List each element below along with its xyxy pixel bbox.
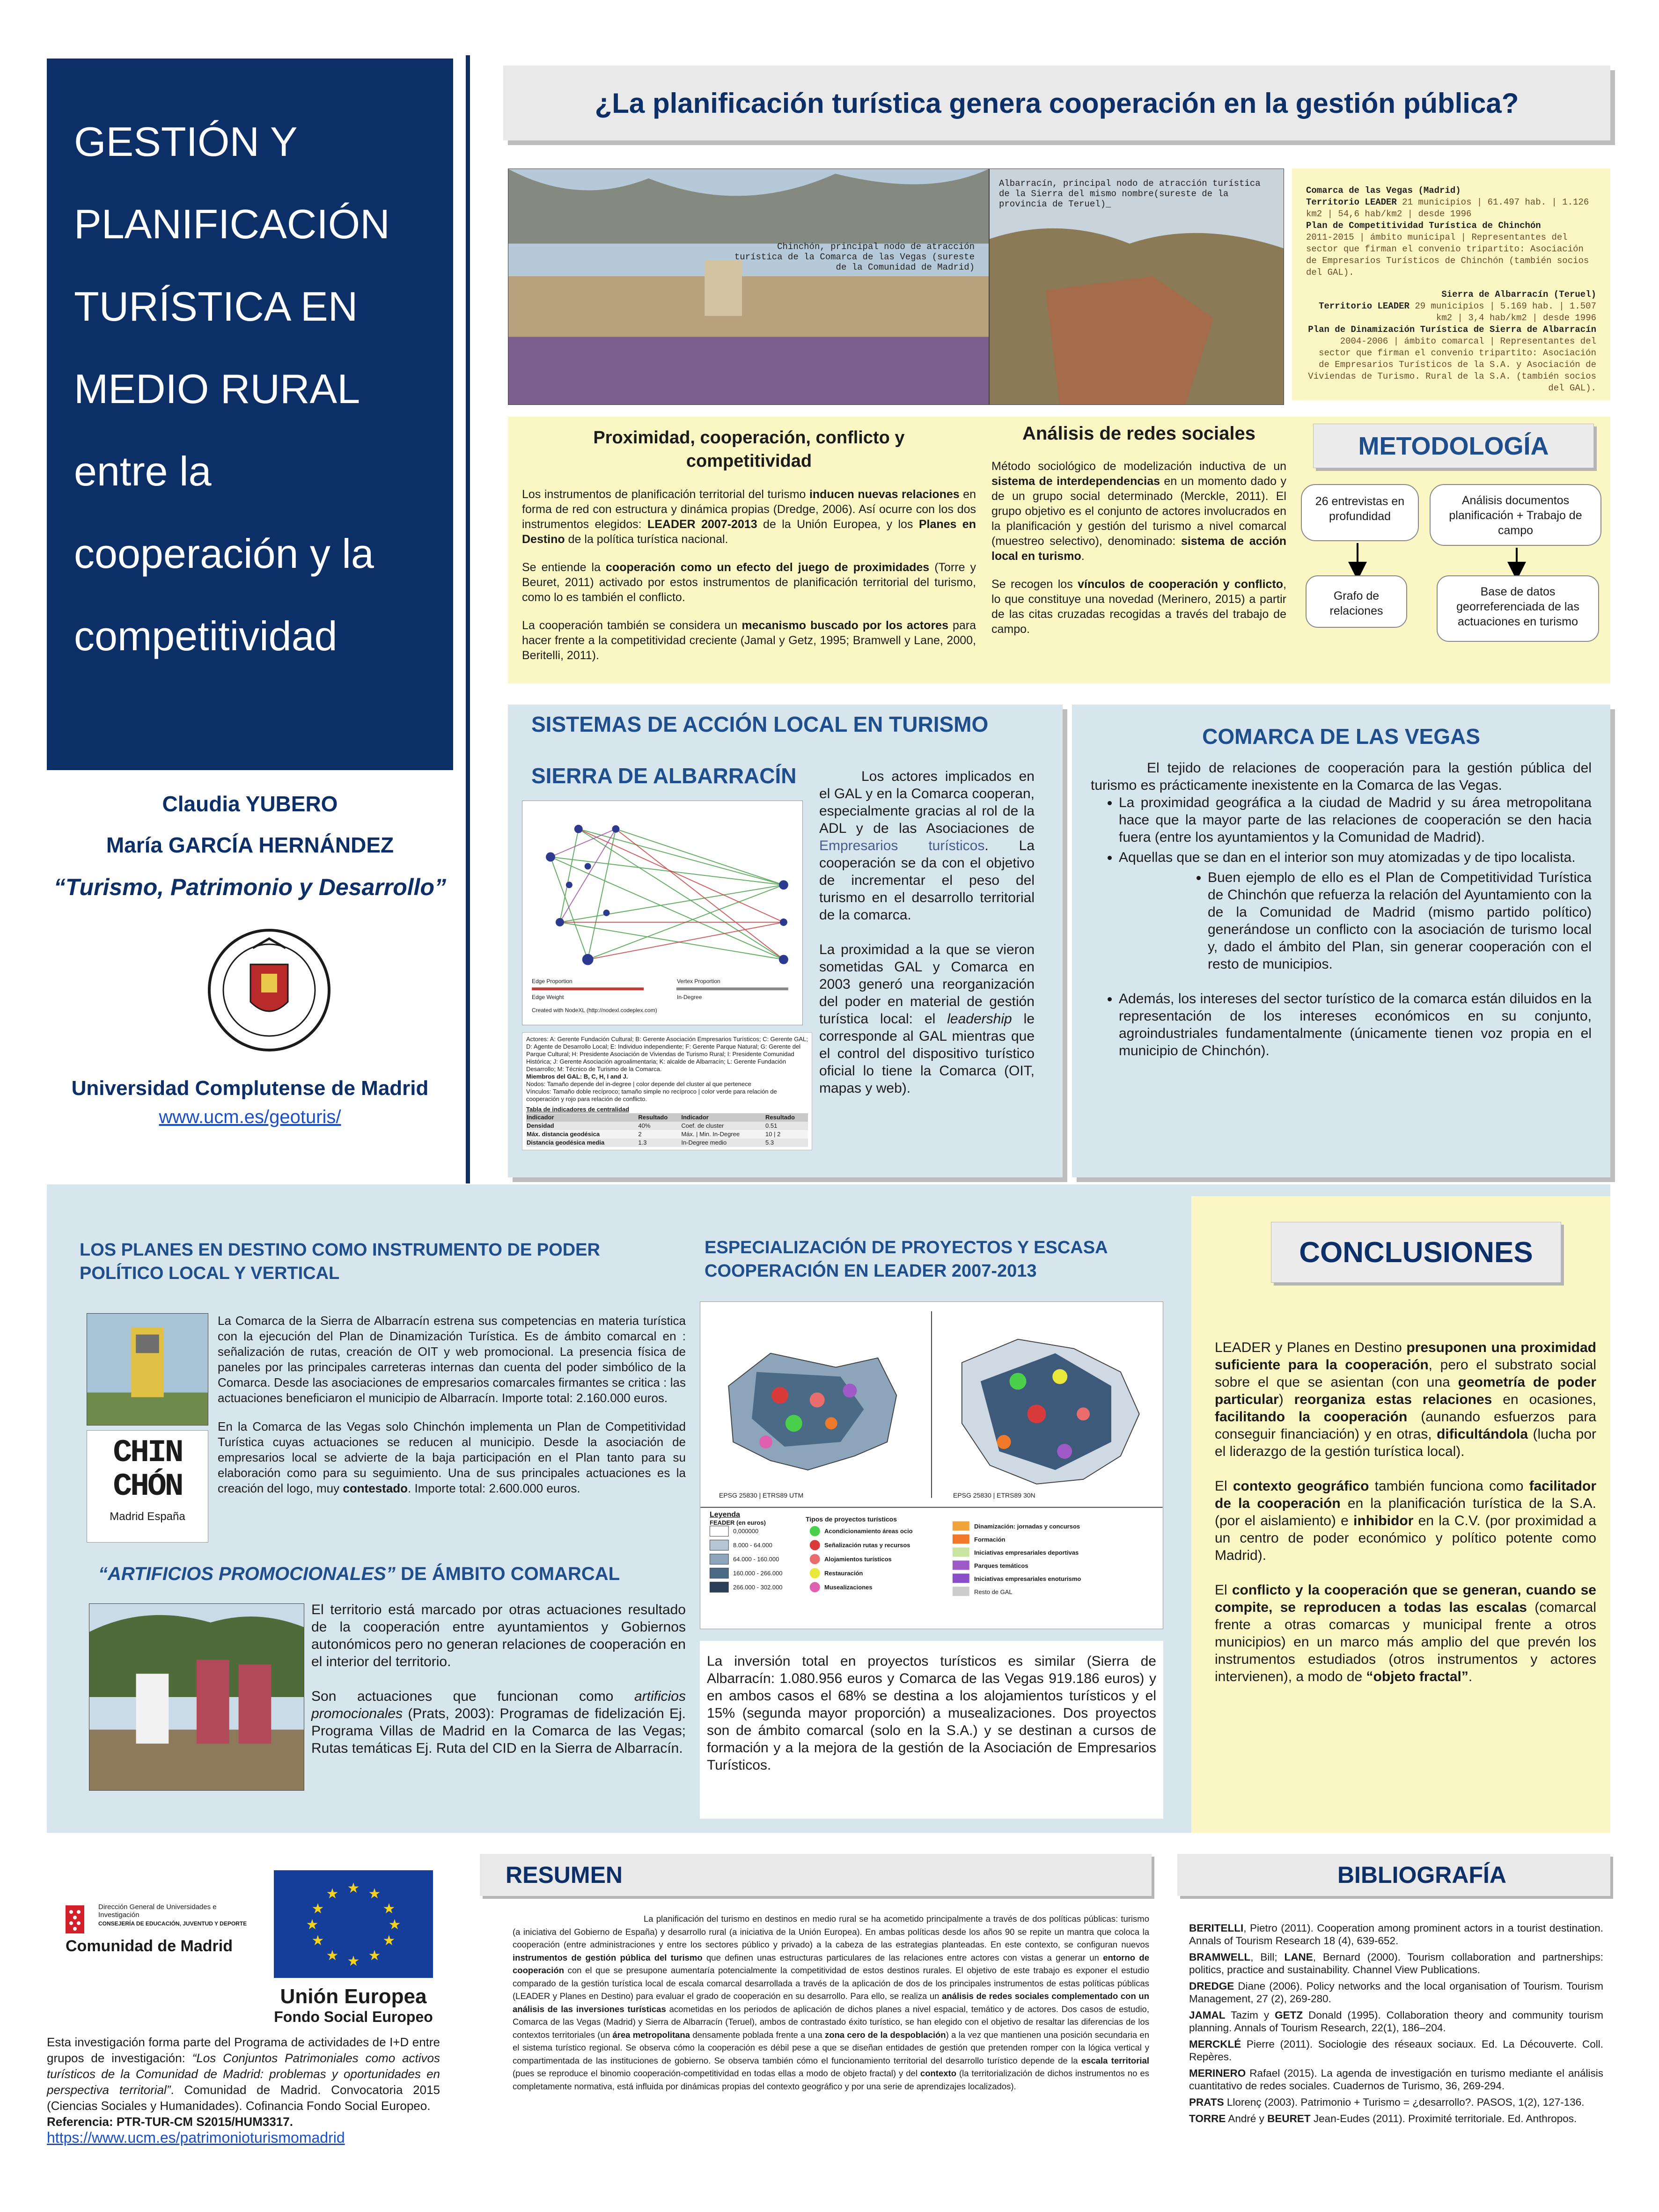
metodo-box-grafo: Grafo de relaciones xyxy=(1329,589,1383,617)
metodo-box-base-datos: Base de datos georreferenciada de las actuaciones en turismo xyxy=(1456,585,1579,628)
eu-text xyxy=(274,1985,433,2026)
ucm-seal-logo xyxy=(206,920,332,1060)
legend-title: Leyenda xyxy=(710,1511,740,1519)
eu-fund: Fondo Social Europeo xyxy=(274,2008,433,2025)
artificios-heading: “ARTIFICIOS PROMOCIONALES” DE ÁMBITO COMARCAL xyxy=(98,1564,620,1584)
map2-label: EPSG 25830 | ETRS89 30N xyxy=(953,1492,1035,1499)
graph-legend-indegree: In-Degree xyxy=(677,994,702,1000)
svg-text:★: ★ xyxy=(311,1933,324,1948)
sign-photo xyxy=(87,1313,208,1426)
redes-column xyxy=(991,423,1286,650)
title-line: MEDIO RURAL xyxy=(74,366,360,412)
chinchon-logo xyxy=(87,1430,208,1543)
graph-legend-edge: Edge Proportion xyxy=(532,978,573,985)
vegas-sublist xyxy=(1091,869,1592,973)
bib-entry: TORRE André y BEURET Jean-Eudes (2011). Proximité territoriale. Ed. Anthropos. xyxy=(1189,2113,1577,2124)
vegas-title: Comarca de las Vegas (Madrid) xyxy=(1306,185,1461,196)
conclusiones-p2: El contexto geográfico también funciona como facilitador de la cooperación en la planificación turística de la S.A. (por el aislamiento) e inhibidor en la C.V. (por proximidad a un centro de poder económico y político potente como Madrid). xyxy=(1215,1478,1596,1563)
conclusiones-p1: LEADER y Planes en Destino presuponen una proximidad suficiente para la cooperación, pero el substrato social sobre el que se asientan (con una geometría de poder particular) reorganiza estas relaciones en ocasiones, facilitando la cooperación (aunando esfuerzos para conseguir financiación) y en otras, dificultándola (lucha por el liderazgo de la gestión turística local). xyxy=(1215,1340,1597,1459)
graph-legend-weight: Edge Weight xyxy=(532,994,564,1000)
redes-p2: Se recogen los vínculos de cooperación y conflicto, lo que constituye una novedad (Merinero, 2015) a partir de las citas cruzadas recogidas a través del trabajo de campo. xyxy=(991,578,1286,636)
svg-text:★: ★ xyxy=(326,1948,339,1963)
table-row: Distancia geodésica media 1.3 In-Degree medio 5.3 xyxy=(526,1139,808,1147)
vegas-bullet: • La proximidad geográfica a la ciudad de Madrid y su área metropolitana hace que la mayor parte de las relaciones de cooperación se den hacia fuera (entre los ayuntamientos y la Comunidad de Madrid). xyxy=(1119,794,1592,846)
planes-heading: LOS PLANES EN DESTINO COMO INSTRUMENTO DE PODER POLÍTICO LOCAL Y VERTICAL xyxy=(80,1240,600,1283)
metodologia-heading-box xyxy=(1313,424,1594,468)
chinchon-caption: Chinchón, principal nodo de atracción turística de la Comarca de las Vegas (sureste de la Comunidad de Madrid) xyxy=(734,242,975,272)
signposts-photo xyxy=(89,1603,304,1791)
table-title: Tabla de indicadores de centralidad xyxy=(526,1106,630,1113)
vegas-bullet: • Aquellas que se dan en el interior son muy atomizadas y de tipo localista. xyxy=(1119,849,1592,866)
graph-legend-vertex: Vertex Proportion xyxy=(677,978,720,985)
graph-notes xyxy=(522,1032,812,1150)
links-note: Vínculos: Tamaño doble recíproco; tamaño simple no recíproco | color verde para relación de cooperación y rojo para relación de conflicto. xyxy=(526,1088,777,1102)
legend-range: 266.000 - 302.000 xyxy=(733,1584,783,1591)
vertical-divider xyxy=(466,55,470,1183)
cm-consejeria: CONSEJERÍA DE EDUCACIÓN, JUVENTUD Y DEPORTE xyxy=(98,1920,247,1927)
funding-reference: Referencia: PTR-TUR-CM S2015/HUM3317. xyxy=(47,2115,293,2129)
bibliografia-list xyxy=(1189,1922,1603,2129)
vegas-intro: El tejido de relaciones de cooperación para la gestión pública del turismo es prácticamente inexistente en la Comarca de las Vegas. xyxy=(1091,760,1592,793)
bib-entry: MERCKLÉ Pierre (2011). Sociologie des réseaux sociaux. Ed. La Découverte. Coll. Repères. xyxy=(1189,2038,1603,2063)
artificios-text xyxy=(311,1601,686,1770)
map1-label: EPSG 25830 | ETRS89 UTM xyxy=(719,1492,804,1499)
albarracin-caption: Albarracín, principal nodo de atracción turística de la Sierra del mismo nombre(sureste de la provincia de Teruel)_ xyxy=(999,178,1261,209)
nodes-note: Nodos: Tamaño depende del in-degree | color depende del cluster al que pertenece xyxy=(526,1080,751,1088)
members-note: Miembros del GAL: B, C, H, I and J. xyxy=(526,1073,628,1080)
legend-type-2: Iniciativas empresariales enoturismo xyxy=(974,1575,1081,1582)
bib-entry: BERITELLI, Pietro (2011). Cooperation among prominent actors in a tourist destination. Annals of Tourism Research 18 (4), 639-652. xyxy=(1189,1922,1603,1947)
legend-type-2: Iniciativas empresariales deportivas xyxy=(974,1549,1079,1556)
author-2: María GARCÍA HERNÁNDEZ xyxy=(106,833,394,857)
title-panel xyxy=(47,59,453,770)
vegas-plan-detail: 2011-2015 | ámbito municipal | Representantes del sector que firman el convenio tripartito: Asociación de Empresarios Turísticos de Chinchón (también socios del GAL). xyxy=(1306,232,1589,278)
redes-heading: Análisis de redes sociales xyxy=(1022,423,1256,444)
bib-entry: BRAMWELL, Bill; LANE, Bernard (2000). Tourism collaboration and partnerships: politics, practice and sustainability. Channel View Publications. xyxy=(1189,1951,1603,1976)
logo-word-1: CHIN xyxy=(113,1435,182,1471)
logo-word-2: CHÓN xyxy=(113,1469,182,1505)
metodologia-heading: METODOLOGÍA xyxy=(1358,432,1549,460)
research-group: “Turismo, Patrimonio y Desarrollo” xyxy=(53,874,447,900)
title-line: competitividad xyxy=(74,613,338,659)
title-line: cooperación y la xyxy=(74,530,374,577)
title-line: TURÍSTICA EN xyxy=(74,283,358,330)
legend-type-2: Formación xyxy=(974,1536,1006,1543)
bibliografia-heading-box xyxy=(1177,1854,1610,1896)
cm-name: Comunidad de Madrid xyxy=(66,1937,233,1955)
legend-range: 0,000000 xyxy=(733,1528,759,1535)
albarracin-plan: Plan de Dinamización Turística de Sierra de Albarracín 2004-2006 | ámbito comarcal | Representantes del sector que firman el convenio tripartito: Asociación de Empresarios Turísticos de la S.A. y Asociación de Viviendas de Turismo. Rural de la S.A. (también socios del GAL). xyxy=(1308,324,1596,393)
vegas-list xyxy=(1091,794,1592,866)
metodo-box-documentos: Análisis documentos planificación + Trabajo de campo xyxy=(1449,494,1582,537)
vegas-bullet: • Además, los intereses del sector turístico de la comarca están diluidos en la representación de los intereses económicos en su conjunto, agroindustriales fundamentalmente (únicamente tienen voz propia en el municipio de Chinchón). xyxy=(1119,990,1592,1059)
artificios-p2: Son actuaciones que funcionan como artificios promocionales (Prats, 2003): Programas de fidelización Ej. Programa Villas de Madrid en la Comarca de las Vegas; Rutas temáticas Ej. Ruta del CID en la Sierra de Albarracín. xyxy=(311,1689,686,1756)
eu-name: Unión Europea xyxy=(280,1985,427,2008)
sistemas-heading-2: SIERRA DE ALBARRACÍN xyxy=(531,764,797,788)
actors-note: Actores: A: Gerente Fundación Cultural; B: Gerente Asociación Empresarios Turísticos; C: Gerente GAL; D: Agente de Desarrollo Local; E: Individuo independiente; F: Gerente Parque Natural; G: Gerente del Parque Cultural; H: Presidente Asociación de Viviendas de Turismo Rural; I: Presidente Comunidad Histórica; J: Gerente Asociación agroalimentaria; K: alcalde de Albarracín; L: Gerente Fundación Desarrollo; M: Técnico de Turismo de la Comarca. xyxy=(526,1036,808,1073)
vegas-list-2 xyxy=(1091,990,1592,1059)
sistemas-heading-1: SISTEMAS DE ACCIÓN LOCAL EN TURISMO xyxy=(531,712,989,736)
proximidad-p3: La cooperación también se considera un mecanismo buscado por los actores para hacer frente a la competitividad creciente (Jamal y Getz, 1995; Bramwell y Lane, 2000, Beritelli, 2011). xyxy=(522,619,976,662)
question-text: ¿La planificación turística genera cooperación en la gestión pública? xyxy=(595,87,1519,119)
bib-entry: DREDGE Diane (2006). Policy networks and the local organisation of Tourism. Tourism Management, 27 (2), 269-280. xyxy=(1189,1980,1603,2005)
vegas-heading: COMARCA DE LAS VEGAS xyxy=(1202,724,1480,749)
territory-info-box xyxy=(1292,169,1610,400)
title-line: PLANIFICACIÓN xyxy=(74,201,390,247)
centrality-table xyxy=(526,1113,808,1147)
table-header: Resultado xyxy=(638,1114,668,1121)
albarracin-leader: Territorio LEADER 29 municipios | 5.169 hab. | 1.507 km2 | 3,4 hab/km2 | desde 1996 xyxy=(1319,301,1596,323)
university-name: Universidad Complutense de Madrid xyxy=(71,1077,429,1100)
sistemas-text xyxy=(819,768,1035,1110)
legend-range: 64.000 - 160.000 xyxy=(733,1556,779,1563)
legend-type: Acondicionamiento áreas ocio xyxy=(824,1528,913,1535)
albarracin-photo xyxy=(989,169,1284,405)
chinchon-photo xyxy=(508,169,989,405)
title-line: GESTIÓN Y xyxy=(74,118,298,165)
svg-text:★: ★ xyxy=(382,1933,396,1948)
svg-text:★: ★ xyxy=(311,1901,324,1917)
conclusiones-heading-box xyxy=(1271,1222,1561,1283)
table-row: Densidad 40% Coef. de cluster 0.51 xyxy=(526,1122,808,1130)
cm-dept: Dirección General de Universidades e Investigación xyxy=(98,1903,217,1919)
artificios-p1: El territorio está marcado por otras actuaciones resultado de la cooperación entre ayuntamientos y Gobiernos autonómicos pero no generan relaciones de cooperación en el interior del territorio. xyxy=(311,1602,686,1669)
legend-type: Señalización rutas y recursos xyxy=(824,1542,910,1549)
authors-block xyxy=(47,791,453,901)
svg-text:★: ★ xyxy=(347,1881,360,1896)
especializacion-text-box xyxy=(700,1641,1163,1819)
especializacion-text: La inversión total en proyectos turísticos es similar (Sierra de Albarracín: 1.080.956 euros y Comarca de las Vegas 919.186 euros) y en ambos casos el 68% se destina a los alojamientos turísticos y el 15% (segunda mayor proporción) a musealizaciones. Dos proyectos son de ámbito comarcal (solo en la S.A.) y se destinan a cursos de formación y a la mejora de la gestión de la Asociación de Empresarios Turísticos. xyxy=(707,1653,1156,1773)
university-link[interactable]: www.ucm.es/geoturis/ xyxy=(159,1107,341,1127)
proximidad-heading: Proximidad, cooperación, conflicto y competitividad xyxy=(593,428,905,471)
svg-text:★: ★ xyxy=(306,1917,319,1933)
sistemas-p2: La proximidad a la que se vieron sometidas GAL y Comarca en 2003 generó una reorganización del poder en material de gestión turística local: el leadership le corresponde al GAL mientras que el control del dispositivo turístico oficial lo tiene la Comarca (OIT, mapas y web). xyxy=(819,942,1035,1096)
eu-flag-icon xyxy=(274,1870,433,1978)
legend-type: Musealizaciones xyxy=(824,1584,873,1591)
legend-types-title: Tipos de proyectos turísticos xyxy=(806,1515,897,1523)
vegas-plan: Plan de Competitividad Turística de Chinchón xyxy=(1306,220,1541,231)
table-header: Indicador xyxy=(527,1114,554,1121)
resumen-heading: RESUMEN xyxy=(506,1862,623,1888)
funding-text xyxy=(47,2034,440,2146)
university-block xyxy=(47,1077,453,1128)
conclusiones-heading: CONCLUSIONES xyxy=(1299,1236,1533,1269)
planes-p1: La Comarca de la Sierra de Albarracín estrena sus competencias en materia turística con la ejecución del Plan de Dinamización Turística. Es de ámbito comarcal en : señalización de rutas, creación de OIT y web promocional. La presencia física de paneles por las principales carreteras internas dan cuenta del poder simbólico de la Comarca. Desde las asociaciones de empresarios comarcales firmantes se critica : las actuaciones beneficiaron el municipio de Albarracín. Importe total: 2.160.000 euros. xyxy=(218,1314,686,1405)
table-row: Máx. distancia geodésica 2 Máx. | Min. In-Degree 10 | 2 xyxy=(526,1130,808,1139)
graph-credit: Created with NodeXL (http://nodexl.codeplex.com) xyxy=(532,1007,657,1014)
bib-entry: PRATS Llorenç (2003). Patrimonio + Turismo = ¿desarrollo?. PASOS, 1(2), 127-136. xyxy=(1189,2096,1585,2108)
resumen-text: La planificación del turismo en destinos en medio rural se ha acometido principalmente a través de dos políticas públicas: turismo (a iniciativa del Gobierno de España) y desarrollo rural (a iniciativa de la Unión Europea). En ambas políticas desde los años 90 se repite un mantra que coloca la cooperación (entre administraciones y entre los sectores público y privado) a la cabeza de las estrategias planteadas. En este contexto, se configuran nuevos instrumentos de gestión pública del turismo que definen unas estructuras particulares de las relaciones entre actores con vistas a generar un entorno de cooperación con el que se presupone aumentaría potencialmente la competitividad de estos destinos rurales. El objetivo de este trabajo es exponer el estudio comparado de la gestión turística local de escala comarcal desarrollada a través de la aplicación de dos de los principales instrumentos de estas políticas públicas (LEADER y Planes en Destino) para evaluar el grado de cooperación en su desarrollo. Para ello, se realiza un análisis de redes sociales complementado con un análisis de las inversiones turísticas acometidas en los periodos de aplicación de dichos planes a nivel espacial, temático y de actores. Dos casos de estudio, Comarca de las Vegas (Madrid) y Sierra de Albarracín (Teruel), ambos de contrastado éxito turístico, se han elegido con el objetivo de resaltar las diferencias de los contextos territoriales (un área metropolitana densamente poblada frente a una zona cero de la despoblación) a la vez que mantienen una posición secundaria en el sistema turístico regional. Se observa cómo la cooperación es débil pese a que se diseñan entidades de gestión que pretenden romper con la lógica vertical y compartimentada de las instituciones de gobierno. Se observa también cómo el funcionamiento territorial del desarrollo turístico depende de la escala territorial (pues se reproduce el binomio cooperación-competitividad en todas ellas a modo de objeto fractal) y del contexto (la territorialización de dichos instrumentos no es completamente normativa, está influida por dinámicas propias del contexto geográfico y por una serie de aprendizajes localizados). xyxy=(513,1914,1150,2091)
legend-range: 160.000 - 266.000 xyxy=(733,1570,783,1577)
svg-text:★: ★ xyxy=(382,1901,396,1917)
planes-p2: En la Comarca de las Vegas solo Chinchón implementa un Plan de Competitividad Turística cuyas actuaciones se reducen al municipio. Desde la asociación de empresarios local se advierte de la baja participación en el Plan tanto para su elaboración como para su seguimiento. Una de sus principales actuaciones es la creación del logo, muy contestado. Importe total: 2.600.000 euros. xyxy=(218,1419,686,1495)
vegas-leader: Territorio LEADER 21 municipios | 61.497 hab. | 1.126 km2 | 54,6 hab/km2 | desde 1996 xyxy=(1306,197,1589,219)
bibliografia-heading: BIBLIOGRAFÍA xyxy=(1337,1862,1507,1888)
svg-text:★: ★ xyxy=(368,1948,381,1963)
sistemas-p1: Los actores implicados en el GAL y en la Comarca cooperan, especialmente gracias al rol de la ADL y de las Asociaciones de Empresarios turísticos. La cooperación se da con el objetivo de incrementar el peso del turismo en el desarrollo territorial de la comarca. xyxy=(819,769,1035,923)
network-graph xyxy=(522,801,803,1025)
legend-range: 8.000 - 64.000 xyxy=(733,1542,772,1549)
proximidad-p2: Se entiende la cooperación como un efecto del juego de proximidades (Torre y Beuret, 2011) activado por estos instrumentos de planificación territorial del turismo, como lo es también el conflicto. xyxy=(522,561,976,604)
legend-type-2: Resto de GAL xyxy=(974,1588,1013,1595)
table-header: Indicador xyxy=(681,1114,709,1121)
svg-text:★: ★ xyxy=(326,1886,339,1902)
maps-figure xyxy=(700,1301,1163,1629)
svg-text:★: ★ xyxy=(368,1886,381,1902)
proximidad-column xyxy=(522,426,976,676)
cm-logo xyxy=(61,1901,257,1955)
especializacion-heading: ESPECIALIZACIÓN DE PROYECTOS Y ESCASA COOPERACIÓN EN LEADER 2007-2013 xyxy=(705,1238,1108,1281)
legend-type-2: Dinamización: jornadas y concursos xyxy=(974,1523,1080,1530)
albarracin-title: Sierra de Albarracín (Teruel) xyxy=(1441,289,1596,300)
metodo-box-entrevistas: 26 entrevistas en profundidad xyxy=(1315,495,1405,523)
conclusiones-p3: El conflicto y la cooperación que se generan, cuando se compite, se reproducen a todas las escalas (comarcal frente a otras comarcas y municipal frente a otros municipios) en un marco más amplio del que prevén los instrumentos estudiados (otros instrumentos y actores intervienen), a modo de “objeto fractal”. xyxy=(1215,1582,1596,1684)
legend-type: Alojamientos turísticos xyxy=(824,1556,892,1563)
bib-entry: MERINERO Rafael (2015). La agenda de investigación en turismo mediante el análisis cuantitativo de redes sociales. Cuadernos de Turismo, 36, 269-294. xyxy=(1189,2067,1603,2092)
table-header: Resultado xyxy=(765,1114,795,1121)
logo-caption: Madrid España xyxy=(110,1510,185,1523)
bib-entry: JAMAL Tazim y GETZ Donald (1995). Collaboration theory and community tourism planning. Annals of Tourism Research, 22(1), 186–204. xyxy=(1189,2009,1604,2034)
funding-description: Esta investigación forma parte del Programa de actividades de I+D entre grupos de investigación: “Los Conjuntos Patrimoniales como activos turísticos de la Comunidad de Madrid: problemas y oportunidades en perspectiva territorial”. Comunidad de Madrid. Convocatoria 2015 (Ciencias Sociales y Humanidades). Cofinancia Fondo Social Europeo. xyxy=(47,2035,440,2113)
planes-text xyxy=(218,1313,686,1509)
title-line: entre la xyxy=(74,448,212,494)
svg-text:★: ★ xyxy=(388,1917,401,1933)
legend-sub: FEADER (en euros) xyxy=(710,1519,766,1526)
legend-type-2: Parques temáticos xyxy=(974,1562,1028,1569)
funding-url[interactable]: https://www.ucm.es/patrimonioturismomadrid xyxy=(47,2129,345,2146)
legend-type: Restauración xyxy=(824,1570,863,1577)
proximidad-p1: Los instrumentos de planificación territorial del turismo inducen nuevas relaciones en forma de red con estructura y dinámica propias (Dredge, 2006). Así ocurre con los dos instrumentos elegidos: LEADER 2007-2013 de la Unión Europea, y los Planes en Destino de la política turística nacional. xyxy=(522,488,976,546)
metodologia-diagram xyxy=(1297,480,1606,672)
resumen-heading-box xyxy=(480,1854,1152,1896)
author-1: Claudia YUBERO xyxy=(162,792,338,816)
question-banner xyxy=(503,66,1610,140)
vegas-panel xyxy=(1072,705,1610,1177)
vegas-sub-bullet: • Buen ejemplo de ello es el Plan de Competitividad Turística de Chinchón que refuerza la relación del Ayuntamiento con la de la Comunidad de Madrid (mismo partido político) generándose un conflicto con la asociación de turismo local y, dado el ámbito del Plan, sin generar cooperación con el resto de municipios. xyxy=(1208,869,1592,973)
conclusiones-text xyxy=(1215,1339,1596,1698)
svg-text:★: ★ xyxy=(347,1954,360,1969)
redes-p1: Método sociológico de modelización inductiva de un sistema de interdependencias en un momento dado y de un grupo social determinado (Merckle, 2011). El grupo objetivo es el conjunto de actores involucrados en la planificación y gestión del turismo a nivel comarcal (muestreo selectivo), denominado: sistema de acción local en turismo. xyxy=(991,460,1286,563)
